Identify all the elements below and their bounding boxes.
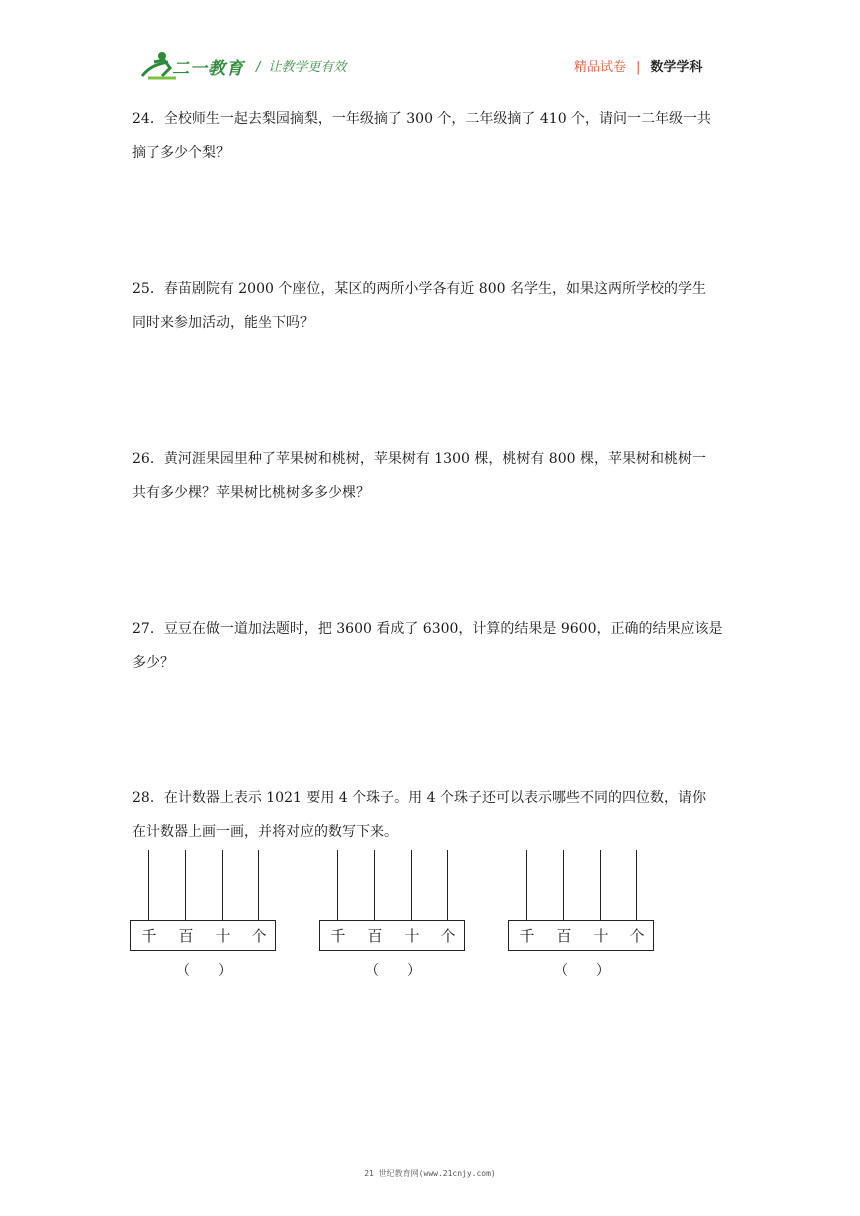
- page-header: [0, 0, 860, 90]
- abacus-2[interactable]: [319, 850, 467, 954]
- abacus-rod: [185, 850, 186, 920]
- abacus-rod: [148, 850, 149, 920]
- answer-blank[interactable]: （ ）: [554, 963, 610, 979]
- question-25: 25．春苗剧院有 2000 个座位，某区的两所小学各有近 800 名学生，如果这两所学校的学生 同时来参加活动，能坐下吗？: [132, 281, 706, 331]
- abacus-rod: [337, 850, 338, 920]
- question-27: 27．豆豆在做一道加法题时，把 3600 看成了 6300，计算的结果是 9600，正确的结果应该是 多少？: [132, 621, 723, 671]
- abacus-rod: [258, 850, 259, 920]
- badge-label: 精品试卷: [574, 60, 627, 75]
- abacus-rod: [447, 850, 448, 920]
- abacus-rod: [411, 850, 412, 920]
- header-tags: 精品试卷 | 数学学科: [574, 60, 703, 75]
- question-28: 28．在计数器上表示 1021 要用 4 个珠子。用 4 个珠子还可以表示哪些不同的四位数，请你 在计数器上画一画，并将对应的数写下来。: [132, 790, 706, 840]
- abacus-rod: [222, 850, 223, 920]
- brand-slogan: / 让教学更有效: [256, 60, 347, 75]
- answer-blank[interactable]: （ ）: [365, 963, 421, 979]
- abacus-base: 千 百 十 个: [508, 920, 654, 951]
- subject-label: 数学学科: [650, 60, 703, 75]
- page-footer: 21 世纪教育网(www.21cnjy.com): [364, 1169, 496, 1178]
- answer-blank[interactable]: （ ）: [176, 963, 232, 979]
- abacus-base: 千 百 十 个: [319, 920, 465, 951]
- abacus-3[interactable]: [508, 850, 656, 954]
- abacus-rod: [600, 850, 601, 920]
- abacus-base: 千 百 十 个: [130, 920, 276, 951]
- brand-name: 二一教育: [172, 59, 244, 79]
- abacus-rod: [636, 850, 637, 920]
- abacus-rod: [374, 850, 375, 920]
- abacus-rod: [563, 850, 564, 920]
- abacus-1[interactable]: [130, 850, 278, 954]
- abacus-rod: [526, 850, 527, 920]
- question-24: 24．全校师生一起去梨园摘梨，一年级摘了 300 个，二年级摘了 410 个，请问一二年级一共 摘了多少个梨？: [132, 111, 712, 161]
- question-26: 26．黄河涯果园里种了苹果树和桃树，苹果树有 1300 棵，桃树有 800 棵，苹果树和桃树一 共有多少棵？苹果树比桃树多多少棵？: [132, 451, 706, 501]
